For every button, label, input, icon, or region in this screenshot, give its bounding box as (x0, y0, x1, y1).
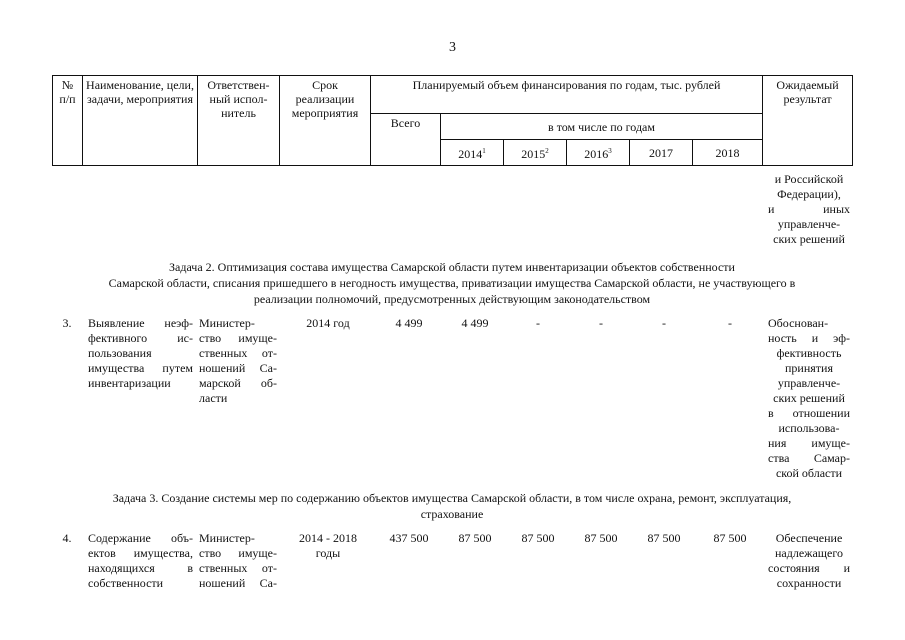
header-col-total: Всего (371, 114, 441, 166)
header-col-number: № п/п (53, 76, 83, 166)
row3-number: 3. (62, 316, 72, 330)
table-header (52, 75, 853, 166)
row4-2014: 87 500 (458, 531, 492, 545)
row3-2014: 4 499 (461, 316, 489, 330)
row3-2015: - (536, 316, 540, 330)
task-2-heading: Задача 2. Оптимизация состава имущества Самарской области путем инвентаризации объектов собственности Самарской области, списания пришедшего в негодность имущества, приватизации имущества Самарской области, не участвующего в реализации полномочий, предусмотренных действующим законодательством (108, 260, 796, 306)
header-col-by-years: в том числе по годам (441, 114, 763, 140)
row4-total: 437 500 (389, 531, 429, 545)
row4-number: 4. (62, 531, 72, 545)
header-year-2018: 2018 (693, 140, 763, 166)
page-number: 3 (449, 40, 456, 55)
header-col-financing: Планируемый объем финансирования по годам, тыс. рублей (371, 76, 763, 114)
header-col-term: Срок реализации мероприятия (280, 76, 371, 166)
row3-2017: - (662, 316, 666, 330)
header-col-responsible: Ответствен-ный испол-нитель (198, 76, 280, 166)
row3-result: Обоснован- ность и эф- фективность принятия управленче- ских решений в отношении использова- ния имуще- ства Самар- ской области (768, 316, 850, 480)
result-continuation: и Российской Федерации), и иных управленче- ских решений (768, 172, 850, 246)
row4-term: 2014 - 2018 годы (299, 531, 357, 560)
header-col-name: Наименование, цели, задачи, мероприятия (83, 76, 198, 166)
row4-result: Обеспечение надлежащего состояния и сохранности (768, 531, 850, 590)
row4-responsible: Министер- ство имуще- ственных от- ношений Са- (199, 531, 277, 590)
row4-2015: 87 500 (521, 531, 555, 545)
header-year-2016: 2016$^3$ (567, 140, 630, 166)
row4-2018: 87 500 (713, 531, 747, 545)
row4-2016: 87 500 (584, 531, 618, 545)
row3-2016: - (599, 316, 603, 330)
header-year-2014: 2014$^1$ (441, 140, 504, 166)
row3-name: Выявление неэф- фективного ис- пользования имущества путем инвентаризации (88, 316, 193, 390)
row3-total: 4 499 (395, 316, 423, 330)
row4-name: Содержание объ- ектов имущества, находящихся в собственности (88, 531, 193, 590)
row3-responsible: Министер- ство имуще- ственных от- ношений Са- марской об- ласти (199, 316, 277, 405)
task-3-heading: Задача 3. Создание системы мер по содержанию объектов имущества Самарской области, в том числе охрана, ремонт, эксплуатация, страхование (112, 491, 792, 521)
header-year-2015: 2015$^2$ (504, 140, 567, 166)
row4-2017: 87 500 (647, 531, 681, 545)
header-year-2017: 2017 (630, 140, 693, 166)
row3-term: 2014 год (306, 316, 350, 330)
header-col-result: Ожидаемый результат (763, 76, 853, 166)
row3-2018: - (728, 316, 732, 330)
